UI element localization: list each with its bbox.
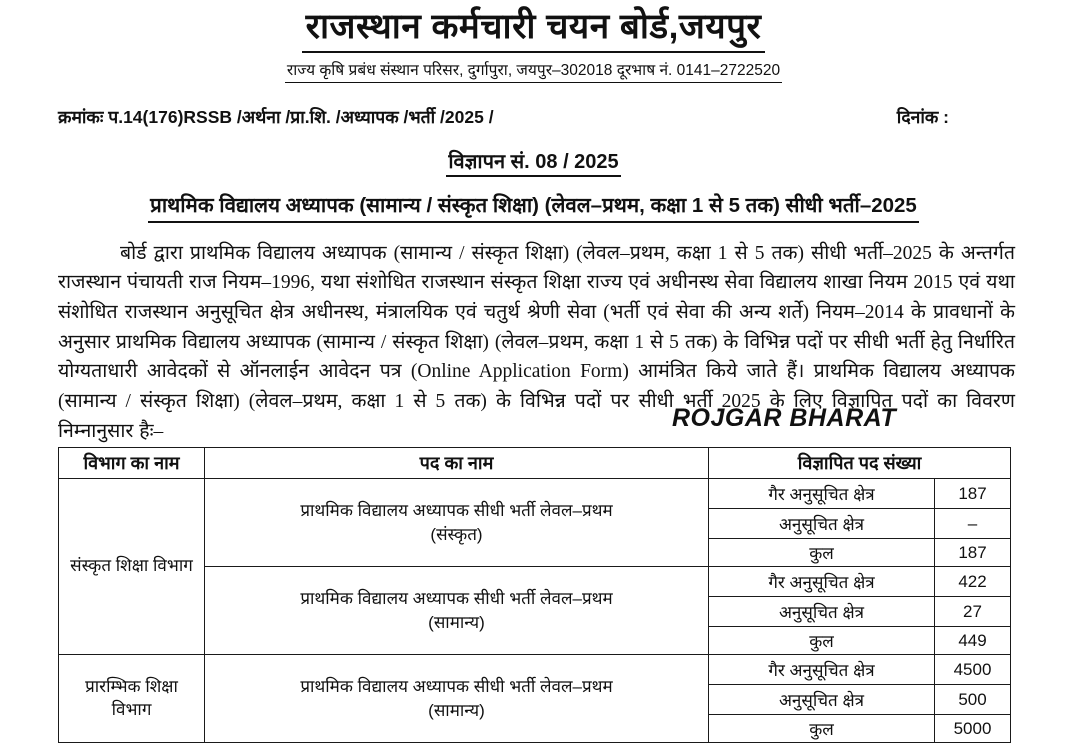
category-cell: अनुसूचित क्षेत्र bbox=[709, 597, 935, 627]
date-label: दिनांक : bbox=[896, 106, 949, 127]
post-count-cell: – bbox=[935, 509, 1011, 539]
advertisement-number: विज्ञापन सं. 08 / 2025 bbox=[446, 147, 620, 177]
advertisement-number-row bbox=[0, 147, 1067, 177]
post-name-cell bbox=[205, 479, 709, 567]
category-cell: गैर अनुसूचित क्षेत्र bbox=[709, 655, 935, 685]
table-body bbox=[59, 479, 1011, 743]
table-header-row bbox=[59, 448, 1011, 479]
rojgar-bharat-watermark: ROJGAR BHARAT bbox=[672, 404, 897, 432]
total-count-cell: 5000 bbox=[935, 715, 1011, 743]
category-cell: गैर अनुसूचित क्षेत्र bbox=[709, 567, 935, 597]
post-count-cell: 500 bbox=[935, 685, 1011, 715]
post-name-text: प्राथमिक विद्यालय अध्यापक सीधी भर्ती लेवल–प्रथम bbox=[300, 589, 613, 609]
post-count-cell: 4500 bbox=[935, 655, 1011, 685]
total-label-cell: कुल bbox=[709, 715, 935, 743]
post-subject-text: (संस्कृत) bbox=[430, 524, 483, 544]
total-label-cell: कुल bbox=[709, 627, 935, 655]
total-count-cell: 449 bbox=[935, 627, 1011, 655]
table-row bbox=[59, 655, 1011, 685]
notice-body-paragraph: बोर्ड द्वारा प्राथमिक विद्यालय अध्यापक (सामान्य / संस्कृत शिक्षा) (लेवल–प्रथम, कक्षा 1 से 5 तक) सीधी भर्ती–2025 के अन्तर्गत राजस्थान पंचायती राज नियम–1996, यथा संशोधित राजस्थान संस्कृत शिक्षा राज्य एवं अधीनस्थ सेवा विद्यालय शाखा नियम 2015 एवं यथा संशोधित राजस्थान अनुसूचित क्षेत्र अधीनस्थ, मंत्रालयिक एवं चतुर्थ श्रेणी सेवा (भर्ती एवं सेवा की अन्य शर्ते) नियम–2014 के प्रावधानों के अनुसार प्राथमिक विद्यालय अध्यापक (सामान्य / संस्कृत शिक्षा) (लेवल–प्रथम, कक्षा 1 से 5 तक) के विभिन्न पदों पर सीधी भर्ती हेतु निर्धारित योग्यताधारी आवेदकों से ऑनलाईन आवेदन पत्र (Online Application Form) आमंत्रित किये जाते हैं। प्राथमिक विद्यालय अध्यापक (सामान्य / संस्कृत शिक्षा) (लेवल–प्रथम, कक्षा 1 से 5 तक) के विभिन्न पदों पर सीधी भर्ती 2025 के लिए विज्ञापित पदों का विवरण निम्नानुसार हैः– bbox=[58, 242, 1015, 442]
category-cell: अनुसूचित क्षेत्र bbox=[709, 509, 935, 539]
total-label-cell: कुल bbox=[709, 539, 935, 567]
reference-row bbox=[0, 105, 1067, 129]
post-count-cell: 422 bbox=[935, 567, 1011, 597]
category-cell: गैर अनुसूचित क्षेत्र bbox=[709, 479, 935, 509]
table-row bbox=[59, 479, 1011, 509]
organization-address: राज्य कृषि प्रबंध संस्थान परिसर, दुर्गापुरा, जयपुर–302018 दूरभाष नं. 0141–2722520 bbox=[285, 61, 782, 83]
post-subject-text: (सामान्य) bbox=[428, 700, 485, 720]
table-header bbox=[59, 448, 1011, 479]
category-cell: अनुसूचित क्षेत्र bbox=[709, 685, 935, 715]
column-header-department: विभाग का नाम bbox=[59, 448, 205, 479]
department-cell: संस्कृत शिक्षा विभाग bbox=[59, 479, 205, 655]
column-header-advertised-posts: विज्ञापित पद संख्या bbox=[709, 448, 1011, 479]
reference-number: क्रमांकः प.14(176)RSSB /अर्थना /प्रा.शि. /अध्यापक /भर्ती /2025 / bbox=[58, 106, 494, 127]
post-count-cell: 187 bbox=[935, 479, 1011, 509]
post-name-text: प्राथमिक विद्यालय अध्यापक सीधी भर्ती लेवल–प्रथम bbox=[300, 501, 613, 521]
post-name-cell bbox=[205, 655, 709, 743]
department-cell: प्रारम्भिक शिक्षा विभाग bbox=[59, 655, 205, 743]
posts-table-container bbox=[58, 447, 1010, 743]
total-count-cell: 187 bbox=[935, 539, 1011, 567]
post-name-cell bbox=[205, 567, 709, 655]
column-header-post-name: पद का नाम bbox=[205, 448, 709, 479]
post-count-cell: 27 bbox=[935, 597, 1011, 627]
masthead bbox=[0, 0, 1067, 83]
post-name-text: प्राथमिक विद्यालय अध्यापक सीधी भर्ती लेवल–प्रथम bbox=[300, 677, 613, 697]
organization-title: राजस्थान कर्मचारी चयन बोर्ड,जयपुर bbox=[302, 6, 766, 53]
post-subject-text: (सामान्य) bbox=[428, 612, 485, 632]
advertisement-title-row bbox=[0, 191, 1067, 223]
advertised-posts-table bbox=[58, 447, 1011, 743]
advertisement-title: प्राथमिक विद्यालय अध्यापक (सामान्य / संस्कृत शिक्षा) (लेवल–प्रथम, कक्षा 1 से 5 तक) सीधी भर्ती–2025 bbox=[148, 191, 919, 223]
